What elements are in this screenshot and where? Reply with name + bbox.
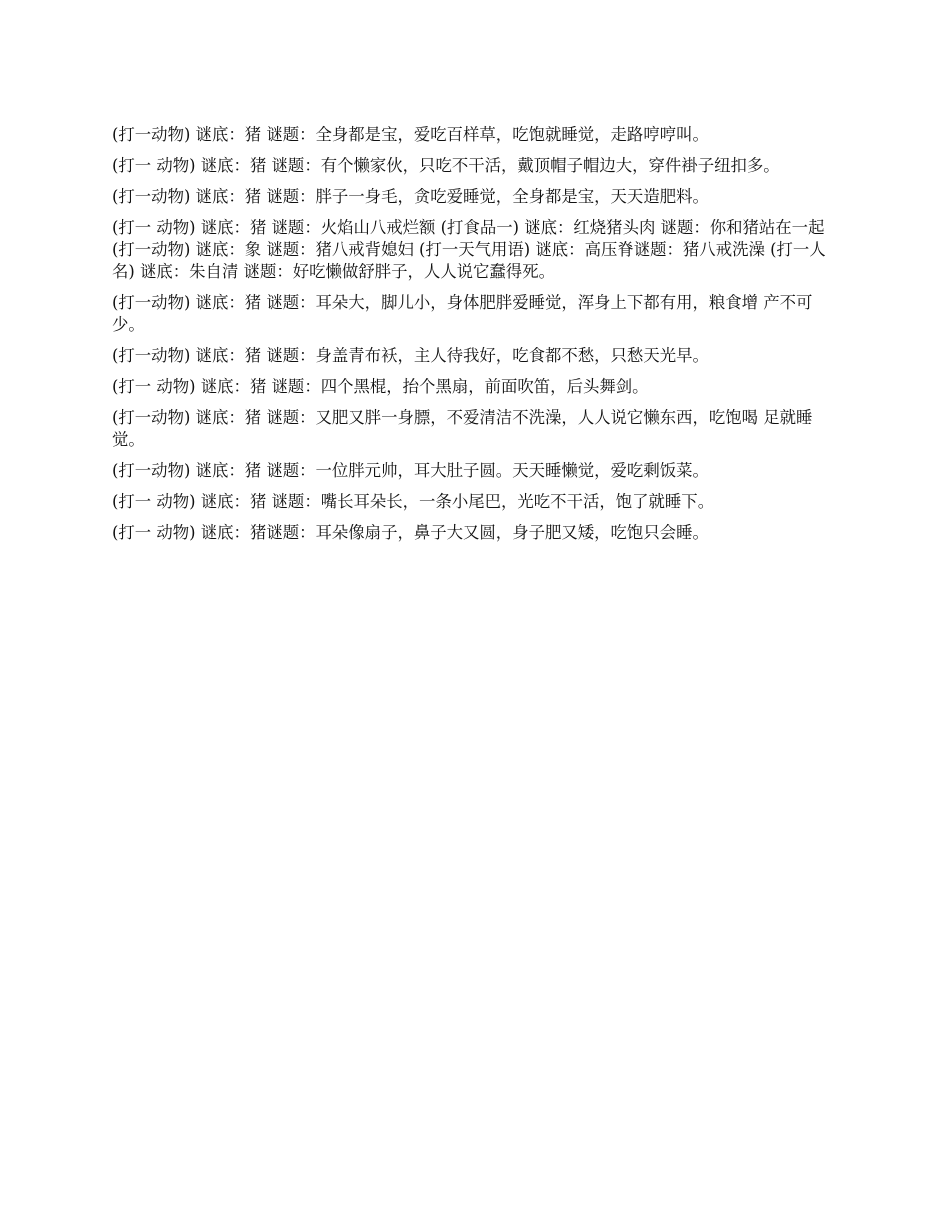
riddle-paragraph-2: (打一 动物) 谜底：猪 谜题：有个懒家伙，只吃不干活，戴顶帽子帽边大，穿件褂子纽扣多。	[112, 156, 780, 175]
riddle-paragraph-7: (打一 动物) 谜底：猪 谜题：四个黑棍，抬个黑扇，前面吹笛，后头舞剑。	[112, 377, 649, 396]
riddle-paragraph-5: (打一动物) 谜底：猪 谜题：耳朵大，脚儿小，身体肥胖爱睡觉，浑身上下都有用，粮食增 产不可少。	[112, 293, 813, 334]
riddle-paragraph-8: (打一动物) 谜底：猪 谜题：又肥又胖一身膘，不爱清洁不洗澡，人人说它懒东西，吃饱喝 足就睡觉。	[112, 408, 813, 449]
riddle-paragraph-3: (打一动物) 谜底：猪 谜题：胖子一身毛，贪吃爱睡觉，全身都是宝，天天造肥料。	[112, 187, 709, 206]
document-body	[112, 124, 838, 553]
riddle-paragraph-6: (打一动物) 谜底：猪 谜题：身盖青布袄，主人待我好，吃食都不愁，只愁天光早。	[112, 346, 709, 365]
riddle-paragraph-10: (打一 动物) 谜底：猪 谜题：嘴长耳朵长，一条小尾巴，光吃不干活，饱了就睡下。	[112, 492, 715, 511]
riddle-paragraph-4: (打一 动物) 谜底：猪 谜题：火焰山八戒烂额 (打食品一) 谜底：红烧猪头肉 谜题：你和猪站在一起 (打一动物) 谜底：象 谜题：猪八戒背媳妇 (打一天气用语) 谜底：高压脊谜题：猪八戒洗澡 (打一人名) 谜底：朱自清 谜题：好吃懒做舒胖子，人人说它蠢得死。	[112, 218, 826, 281]
riddle-paragraph-1: (打一动物) 谜底：猪 谜题：全身都是宝，爱吃百样草，吃饱就睡觉，走路哼哼叫。	[112, 125, 709, 144]
riddle-paragraph-11: (打一 动物) 谜底：猪谜题：耳朵像扇子，鼻子大又圆，身子肥又矮，吃饱只会睡。	[112, 523, 709, 542]
riddle-paragraph-9: (打一动物) 谜底：猪 谜题：一位胖元帅，耳大肚子圆。天天睡懒觉，爱吃剩饭菜。	[112, 461, 709, 480]
